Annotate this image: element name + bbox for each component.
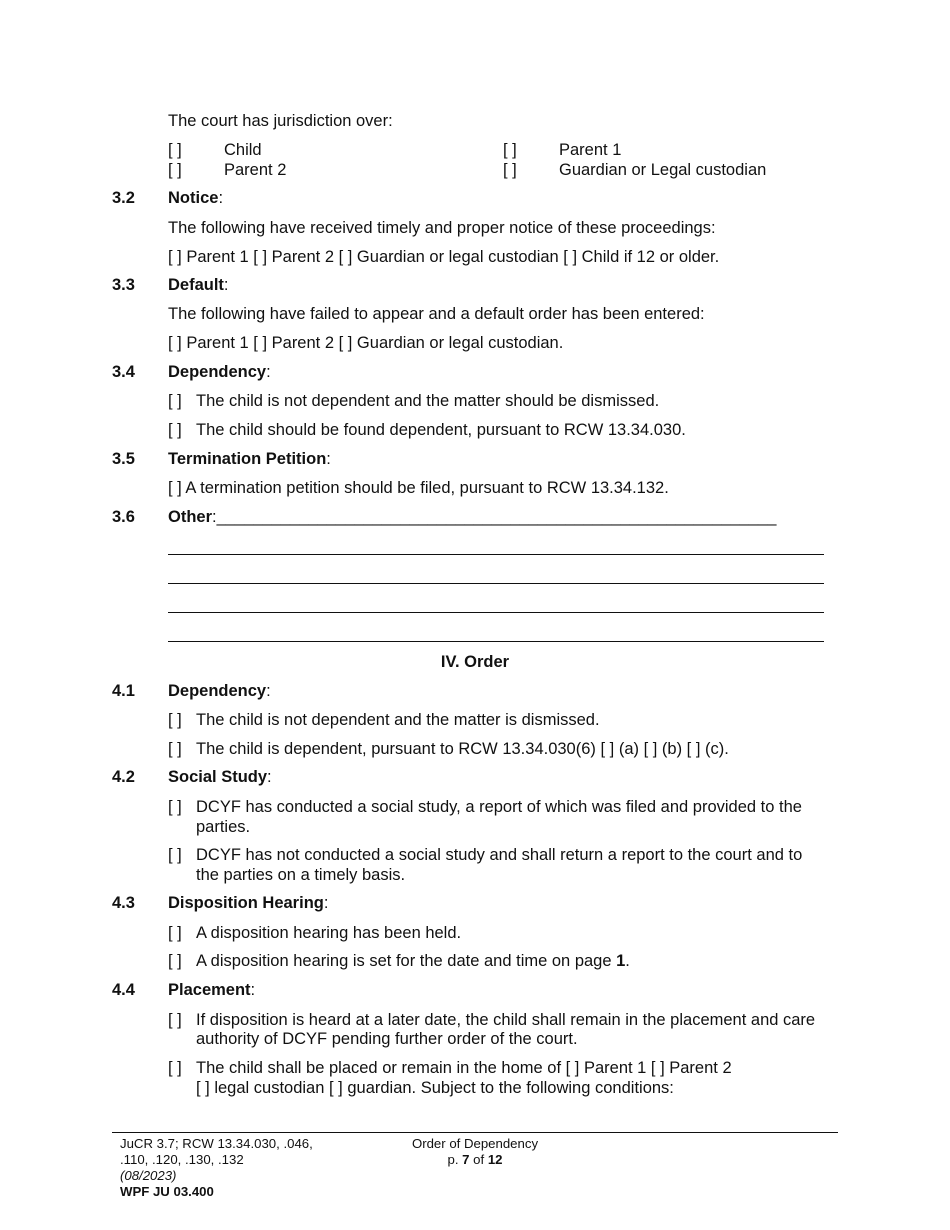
section-heading-other[interactable]: Other:_____________________________________________________________ <box>168 508 777 526</box>
list-item: If disposition is heard at a later date, the child shall remain in the placement and care <box>196 1011 816 1029</box>
section-heading-notice: Notice: <box>168 189 224 207</box>
section-heading-default: Default: <box>168 276 229 294</box>
checkbox[interactable]: [ ] <box>168 421 182 439</box>
default-options[interactable]: [ ] Parent 1 [ ] Parent 2 [ ] Guardian or legal custodian. <box>168 334 564 352</box>
checkbox[interactable]: [ ] <box>168 1011 182 1029</box>
checkbox-child[interactable]: [ ] <box>168 141 182 159</box>
checkbox[interactable]: [ ] <box>168 740 182 758</box>
section-number: 3.3 <box>112 276 135 294</box>
notice-text: The following have received timely and proper notice of these proceedings: <box>168 219 716 237</box>
jurisdiction-parent-1: Parent 1 <box>559 141 622 159</box>
blank-line[interactable] <box>168 612 824 613</box>
list-item-continuation: the parties on a timely basis. <box>196 866 406 884</box>
checkbox[interactable]: [ ] <box>168 711 182 729</box>
list-item-continuation: authority of DCYF pending further order of the court. <box>196 1030 578 1048</box>
notice-options[interactable]: [ ] Parent 1 [ ] Parent 2 [ ] Guardian or legal custodian [ ] Child if 12 or older. <box>168 248 720 266</box>
list-item: A disposition hearing is set for the date and time on page 1. <box>196 952 630 970</box>
checkbox[interactable]: [ ] <box>168 798 182 816</box>
list-item: A disposition hearing has been held. <box>196 924 462 942</box>
checkbox[interactable]: [ ] <box>168 952 182 970</box>
section-number: 4.3 <box>112 894 135 912</box>
list-item: DCYF has conducted a social study, a report of which was filed and provided to the <box>196 798 802 816</box>
checkbox[interactable]: [ ] <box>168 1059 182 1077</box>
checkbox-guardian[interactable]: [ ] <box>503 161 517 179</box>
checkbox[interactable]: [ ] <box>168 392 182 410</box>
checkbox[interactable]: [ ] <box>168 846 182 864</box>
section-heading-disposition: Disposition Hearing: <box>168 894 329 912</box>
section-number: 4.2 <box>112 768 135 786</box>
list-item-continuation[interactable]: [ ] legal custodian [ ] guardian. Subject to the following conditions: <box>196 1079 674 1097</box>
checkbox[interactable]: [ ] <box>168 924 182 942</box>
page-number: p. 7 of 12 <box>447 1152 503 1167</box>
section-heading-dependency: Dependency: <box>168 363 271 381</box>
termination-option[interactable]: [ ] A termination petition should be filed, pursuant to RCW 13.34.132. <box>168 479 669 497</box>
section-number: 3.5 <box>112 450 135 468</box>
section-number: 3.4 <box>112 363 135 381</box>
default-text: The following have failed to appear and a default order has been entered: <box>168 305 705 323</box>
section-heading-dependency-order: Dependency: <box>168 682 271 700</box>
footer-title: Order of Dependency p. 7 of 12 <box>395 1136 555 1168</box>
list-item: The child is dependent, pursuant to RCW 13.34.030(6) [ ] (a) [ ] (b) [ ] (c). <box>196 740 729 758</box>
list-item-continuation: parties. <box>196 818 251 836</box>
list-item: The child is not dependent and the matter should be dismissed. <box>196 392 660 410</box>
section-number: 3.2 <box>112 189 135 207</box>
blank-line[interactable] <box>168 583 824 584</box>
section-number: 4.1 <box>112 682 135 700</box>
jurisdiction-guardian: Guardian or Legal custodian <box>559 161 767 179</box>
section-heading-termination: Termination Petition: <box>168 450 331 468</box>
blank-line[interactable] <box>168 554 824 555</box>
checkbox-parent-1[interactable]: [ ] <box>503 141 517 159</box>
section-number: 4.4 <box>112 981 135 999</box>
section-number: 3.6 <box>112 508 135 526</box>
jurisdiction-child: Child <box>224 141 262 159</box>
jurisdiction-intro: The court has jurisdiction over: <box>168 112 393 130</box>
list-item: The child shall be placed or remain in the home of [ ] Parent 1 [ ] Parent 2 <box>196 1059 732 1077</box>
list-item: DCYF has not conducted a social study and shall return a report to the court and to <box>196 846 803 864</box>
section-4-title: IV. Order <box>440 653 510 671</box>
blank-line[interactable] <box>168 641 824 642</box>
list-item: The child should be found dependent, pursuant to RCW 13.34.030. <box>196 421 686 439</box>
footer-divider <box>112 1132 838 1133</box>
checkbox-parent-2[interactable]: [ ] <box>168 161 182 179</box>
section-heading-placement: Placement: <box>168 981 256 999</box>
jurisdiction-parent-2: Parent 2 <box>224 161 287 179</box>
footer-citation: JuCR 3.7; RCW 13.34.030, .046, .110, .120, .130, .132 (08/2023) WPF JU 03.400 <box>120 1136 313 1199</box>
section-heading-social-study: Social Study: <box>168 768 272 786</box>
list-item: The child is not dependent and the matter is dismissed. <box>196 711 600 729</box>
